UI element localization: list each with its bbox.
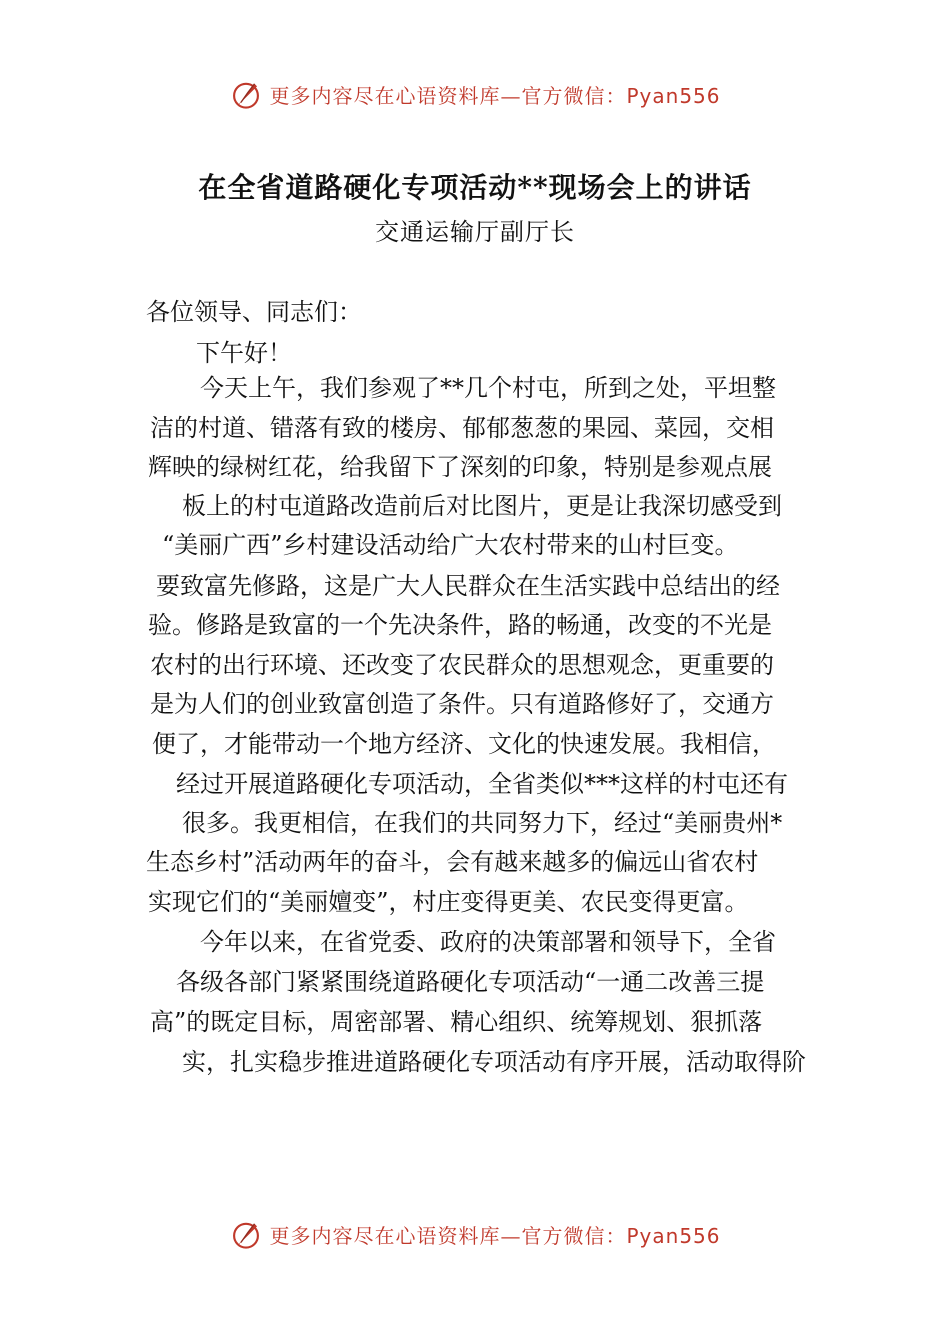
document-subtitle: 交通运输厅副厅长 — [375, 218, 575, 246]
body-line: 洁的村道、错落有致的楼房、郁郁葱葱的果园、菜园，交相 — [150, 414, 774, 442]
body-line: 高”的既定目标，周密部署、精心组织、统筹规划、狠抓落 — [150, 1008, 763, 1036]
watermark-handle: Pyan556 — [626, 83, 721, 108]
body-line: 要致富先修路，这是广大人民群众在生活实践中总结出的经 — [156, 572, 780, 600]
document-title: 在全省道路硬化专项活动**现场会上的讲话 — [198, 171, 752, 204]
quill-pen-icon — [229, 77, 263, 111]
watermark-text: 更多内容尽在心语资料库—官方微信：Pyan556 — [269, 1223, 721, 1248]
body-line: 今天上午，我们参观了**几个村屯，所到之处，平坦整 — [200, 374, 776, 402]
body-line: 各级各部门紧紧围绕道路硬化专项活动“一通二改善三提 — [176, 968, 765, 996]
salutation: 各位领导、同志们： — [146, 298, 362, 326]
greeting: 下午好！ — [196, 339, 292, 367]
body-line: 板上的村屯道路改造前后对比图片，更是让我深切感受到 — [182, 492, 782, 520]
watermark-text: 更多内容尽在心语资料库—官方微信：Pyan556 — [269, 83, 721, 108]
body-line: 农村的出行环境、还改变了农民群众的思想观念，更重要的 — [150, 651, 774, 679]
watermark-handle: Pyan556 — [626, 1223, 721, 1248]
watermark-banner-bottom — [0, 1212, 950, 1256]
watermark-banner-top — [0, 72, 950, 116]
body-line: 经过开展道路硬化专项活动，全省类似***这样的村屯还有 — [176, 770, 788, 798]
quill-pen-icon — [229, 1217, 263, 1251]
body-line: 实现它们的“美丽嬗变”，村庄变得更美、农民变得更富。 — [148, 888, 749, 916]
body-line: 辉映的绿树红花，给我留下了深刻的印象，特别是参观点展 — [148, 453, 772, 481]
body-line: “美丽广西”乡村建设活动给广大农村带来的山村巨变。 — [162, 531, 739, 559]
body-line: 生态乡村”活动两年的奋斗，会有越来越多的偏远山省农村 — [146, 848, 759, 876]
body-line: 是为人们的创业致富创造了条件。只有道路修好了，交通方 — [150, 690, 774, 718]
body-line: 今年以来，在省党委、政府的决策部署和领导下，全省 — [200, 928, 776, 956]
body-line: 很多。我更相信，在我们的共同努力下，经过“美丽贵州* — [182, 809, 783, 837]
body-line: 实，扎实稳步推进道路硬化专项活动有序开展，活动取得阶 — [182, 1048, 806, 1076]
body-line: 验。修路是致富的一个先决条件，路的畅通，改变的不光是 — [148, 611, 772, 639]
body-line: 便了，才能带动一个地方经济、文化的快速发展。我相信， — [152, 730, 776, 758]
